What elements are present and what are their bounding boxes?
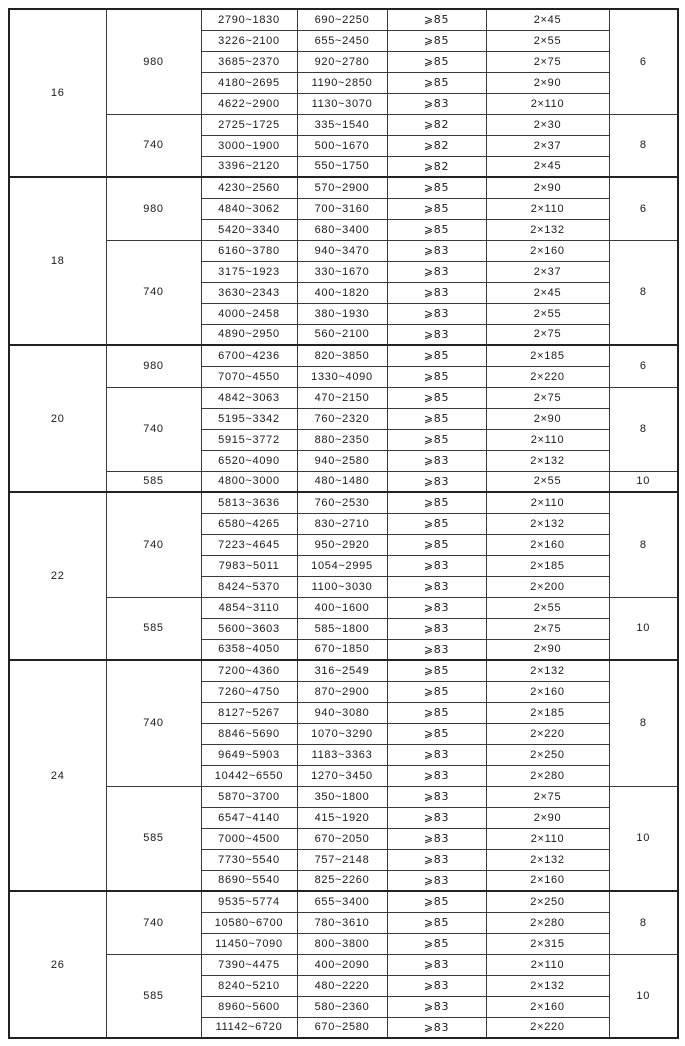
efficiency-cell: ⩾85	[387, 219, 486, 240]
range-b-cell: 1270~3450	[297, 765, 387, 786]
range-a-cell: 4230~2560	[201, 177, 297, 198]
range-a-cell: 5195~3342	[201, 408, 297, 429]
poles-cell: 8	[609, 492, 678, 597]
efficiency-cell: ⩾83	[387, 555, 486, 576]
power-cell: 2×75	[486, 618, 609, 639]
power-cell: 2×200	[486, 576, 609, 597]
efficiency-cell: ⩾85	[387, 702, 486, 723]
poles-cell: 6	[609, 9, 678, 114]
range-a-cell: 5420~3340	[201, 219, 297, 240]
range-b-cell: 1054~2995	[297, 555, 387, 576]
efficiency-cell: ⩾83	[387, 996, 486, 1017]
power-cell: 2×132	[486, 450, 609, 471]
power-cell: 2×185	[486, 555, 609, 576]
speed-cell: 585	[106, 954, 201, 1038]
efficiency-cell: ⩾83	[387, 261, 486, 282]
power-cell: 2×75	[486, 387, 609, 408]
table-row	[9, 345, 678, 366]
power-cell: 2×45	[486, 9, 609, 30]
efficiency-cell: ⩾83	[387, 450, 486, 471]
range-b-cell: 690~2250	[297, 9, 387, 30]
power-cell: 2×132	[486, 975, 609, 996]
range-a-cell: 8240~5210	[201, 975, 297, 996]
range-b-cell: 500~1670	[297, 135, 387, 156]
range-a-cell: 9649~5903	[201, 744, 297, 765]
size-cell: 22	[9, 492, 106, 660]
range-b-cell: 825~2260	[297, 870, 387, 891]
speed-cell: 585	[106, 597, 201, 660]
efficiency-cell: ⩾85	[387, 723, 486, 744]
efficiency-cell: ⩾82	[387, 114, 486, 135]
range-b-cell: 1100~3030	[297, 576, 387, 597]
power-cell: 2×110	[486, 954, 609, 975]
range-b-cell: 1130~3070	[297, 93, 387, 114]
range-b-cell: 480~1480	[297, 471, 387, 492]
range-a-cell: 4622~2900	[201, 93, 297, 114]
range-a-cell: 10580~6700	[201, 912, 297, 933]
size-cell: 24	[9, 660, 106, 891]
efficiency-cell: ⩾83	[387, 975, 486, 996]
range-b-cell: 380~1930	[297, 303, 387, 324]
speed-cell: 980	[106, 177, 201, 240]
range-a-cell: 10442~6550	[201, 765, 297, 786]
power-cell: 2×250	[486, 891, 609, 912]
range-a-cell: 7223~4645	[201, 534, 297, 555]
table-row	[9, 954, 678, 975]
range-b-cell: 940~2580	[297, 450, 387, 471]
power-cell: 2×30	[486, 114, 609, 135]
speed-cell: 740	[106, 891, 201, 954]
power-cell: 2×220	[486, 366, 609, 387]
efficiency-cell: ⩾85	[387, 177, 486, 198]
range-a-cell: 7260~4750	[201, 681, 297, 702]
efficiency-cell: ⩾85	[387, 933, 486, 954]
table-row	[9, 177, 678, 198]
poles-cell: 8	[609, 240, 678, 345]
poles-cell: 8	[609, 891, 678, 954]
range-a-cell: 4842~3063	[201, 387, 297, 408]
efficiency-cell: ⩾85	[387, 198, 486, 219]
efficiency-cell: ⩾83	[387, 1017, 486, 1038]
power-cell: 2×90	[486, 639, 609, 660]
range-a-cell: 5813~3636	[201, 492, 297, 513]
efficiency-cell: ⩾83	[387, 849, 486, 870]
range-b-cell: 480~2220	[297, 975, 387, 996]
efficiency-cell: ⩾83	[387, 282, 486, 303]
poles-cell: 10	[609, 471, 678, 492]
power-cell: 2×75	[486, 51, 609, 72]
range-b-cell: 415~1920	[297, 807, 387, 828]
range-a-cell: 7983~5011	[201, 555, 297, 576]
power-cell: 2×55	[486, 303, 609, 324]
range-a-cell: 7200~4360	[201, 660, 297, 681]
range-a-cell: 6700~4236	[201, 345, 297, 366]
range-a-cell: 4180~2695	[201, 72, 297, 93]
speed-cell: 980	[106, 345, 201, 387]
poles-cell: 8	[609, 114, 678, 177]
range-a-cell: 7070~4550	[201, 366, 297, 387]
range-b-cell: 400~1600	[297, 597, 387, 618]
range-a-cell: 7730~5540	[201, 849, 297, 870]
efficiency-cell: ⩾85	[387, 366, 486, 387]
power-cell: 2×110	[486, 828, 609, 849]
efficiency-cell: ⩾85	[387, 345, 486, 366]
range-b-cell: 760~2530	[297, 492, 387, 513]
range-a-cell: 11450~7090	[201, 933, 297, 954]
power-cell: 2×55	[486, 597, 609, 618]
range-b-cell: 585~1800	[297, 618, 387, 639]
speed-cell: 740	[106, 492, 201, 597]
size-cell: 18	[9, 177, 106, 345]
range-a-cell: 4000~2458	[201, 303, 297, 324]
spec-table	[8, 8, 679, 1039]
range-a-cell: 4840~3062	[201, 198, 297, 219]
poles-cell: 6	[609, 345, 678, 387]
power-cell: 2×280	[486, 765, 609, 786]
efficiency-cell: ⩾83	[387, 828, 486, 849]
range-b-cell: 830~2710	[297, 513, 387, 534]
power-cell: 2×90	[486, 807, 609, 828]
range-b-cell: 920~2780	[297, 51, 387, 72]
range-b-cell: 700~3160	[297, 198, 387, 219]
efficiency-cell: ⩾83	[387, 639, 486, 660]
range-b-cell: 670~1850	[297, 639, 387, 660]
range-b-cell: 550~1750	[297, 156, 387, 177]
efficiency-cell: ⩾83	[387, 303, 486, 324]
range-b-cell: 350~1800	[297, 786, 387, 807]
table-row	[9, 471, 678, 492]
efficiency-cell: ⩾82	[387, 156, 486, 177]
poles-cell: 6	[609, 177, 678, 240]
range-a-cell: 3396~2120	[201, 156, 297, 177]
range-a-cell: 2790~1830	[201, 9, 297, 30]
efficiency-cell: ⩾85	[387, 891, 486, 912]
power-cell: 2×110	[486, 93, 609, 114]
range-a-cell: 3630~2343	[201, 282, 297, 303]
efficiency-cell: ⩾85	[387, 513, 486, 534]
table-row	[9, 786, 678, 807]
power-cell: 2×250	[486, 744, 609, 765]
range-b-cell: 570~2900	[297, 177, 387, 198]
efficiency-cell: ⩾83	[387, 597, 486, 618]
power-cell: 2×160	[486, 870, 609, 891]
table-row	[9, 9, 678, 30]
range-a-cell: 6547~4140	[201, 807, 297, 828]
range-b-cell: 800~3800	[297, 933, 387, 954]
range-b-cell: 655~2450	[297, 30, 387, 51]
range-a-cell: 4800~3000	[201, 471, 297, 492]
efficiency-cell: ⩾83	[387, 807, 486, 828]
range-b-cell: 940~3470	[297, 240, 387, 261]
range-b-cell: 330~1670	[297, 261, 387, 282]
efficiency-cell: ⩾83	[387, 870, 486, 891]
table-row	[9, 240, 678, 261]
power-cell: 2×132	[486, 513, 609, 534]
range-b-cell: 1070~3290	[297, 723, 387, 744]
range-b-cell: 470~2150	[297, 387, 387, 408]
efficiency-cell: ⩾85	[387, 912, 486, 933]
power-cell: 2×185	[486, 702, 609, 723]
efficiency-cell: ⩾82	[387, 135, 486, 156]
efficiency-cell: ⩾85	[387, 72, 486, 93]
range-b-cell: 400~2090	[297, 954, 387, 975]
efficiency-cell: ⩾85	[387, 429, 486, 450]
table-row	[9, 660, 678, 681]
speed-cell: 980	[106, 9, 201, 114]
range-a-cell: 5870~3700	[201, 786, 297, 807]
efficiency-cell: ⩾83	[387, 576, 486, 597]
efficiency-cell: ⩾83	[387, 471, 486, 492]
power-cell: 2×132	[486, 849, 609, 870]
efficiency-cell: ⩾83	[387, 786, 486, 807]
range-a-cell: 3175~1923	[201, 261, 297, 282]
power-cell: 2×55	[486, 30, 609, 51]
range-b-cell: 580~2360	[297, 996, 387, 1017]
range-a-cell: 9535~5774	[201, 891, 297, 912]
efficiency-cell: ⩾83	[387, 765, 486, 786]
range-a-cell: 8424~5370	[201, 576, 297, 597]
efficiency-cell: ⩾83	[387, 93, 486, 114]
power-cell: 2×110	[486, 492, 609, 513]
power-cell: 2×315	[486, 933, 609, 954]
range-a-cell: 6160~3780	[201, 240, 297, 261]
range-a-cell: 8960~5600	[201, 996, 297, 1017]
power-cell: 2×90	[486, 408, 609, 429]
range-b-cell: 670~2050	[297, 828, 387, 849]
power-cell: 2×75	[486, 324, 609, 345]
speed-cell: 740	[106, 114, 201, 177]
range-a-cell: 5600~3603	[201, 618, 297, 639]
range-b-cell: 757~2148	[297, 849, 387, 870]
table-row	[9, 387, 678, 408]
power-cell: 2×132	[486, 219, 609, 240]
range-a-cell: 6520~4090	[201, 450, 297, 471]
efficiency-cell: ⩾83	[387, 324, 486, 345]
range-b-cell: 655~3400	[297, 891, 387, 912]
power-cell: 2×55	[486, 471, 609, 492]
power-cell: 2×37	[486, 135, 609, 156]
size-cell: 26	[9, 891, 106, 1038]
range-b-cell: 335~1540	[297, 114, 387, 135]
spec-table-body	[9, 9, 678, 1038]
poles-cell: 8	[609, 387, 678, 471]
speed-cell: 740	[106, 240, 201, 345]
range-b-cell: 560~2100	[297, 324, 387, 345]
range-a-cell: 8690~5540	[201, 870, 297, 891]
efficiency-cell: ⩾85	[387, 534, 486, 555]
power-cell: 2×160	[486, 534, 609, 555]
power-cell: 2×132	[486, 660, 609, 681]
poles-cell: 10	[609, 597, 678, 660]
size-cell: 16	[9, 9, 106, 177]
power-cell: 2×160	[486, 240, 609, 261]
range-a-cell: 4854~3110	[201, 597, 297, 618]
power-cell: 2×220	[486, 723, 609, 744]
power-cell: 2×110	[486, 429, 609, 450]
efficiency-cell: ⩾85	[387, 9, 486, 30]
range-a-cell: 3685~2370	[201, 51, 297, 72]
poles-cell: 10	[609, 786, 678, 891]
power-cell: 2×45	[486, 156, 609, 177]
size-cell: 20	[9, 345, 106, 492]
range-a-cell: 8127~5267	[201, 702, 297, 723]
range-a-cell: 6358~4050	[201, 639, 297, 660]
range-b-cell: 680~3400	[297, 219, 387, 240]
power-cell: 2×75	[486, 786, 609, 807]
range-b-cell: 1183~3363	[297, 744, 387, 765]
power-cell: 2×280	[486, 912, 609, 933]
range-a-cell: 6580~4265	[201, 513, 297, 534]
efficiency-cell: ⩾83	[387, 618, 486, 639]
range-b-cell: 780~3610	[297, 912, 387, 933]
range-b-cell: 316~2549	[297, 660, 387, 681]
range-b-cell: 940~3080	[297, 702, 387, 723]
power-cell: 2×45	[486, 282, 609, 303]
range-a-cell: 5915~3772	[201, 429, 297, 450]
efficiency-cell: ⩾83	[387, 240, 486, 261]
efficiency-cell: ⩾85	[387, 30, 486, 51]
range-b-cell: 400~1820	[297, 282, 387, 303]
table-row	[9, 891, 678, 912]
range-a-cell: 7000~4500	[201, 828, 297, 849]
range-a-cell: 7390~4475	[201, 954, 297, 975]
range-b-cell: 870~2900	[297, 681, 387, 702]
efficiency-cell: ⩾83	[387, 744, 486, 765]
efficiency-cell: ⩾85	[387, 387, 486, 408]
range-b-cell: 670~2580	[297, 1017, 387, 1038]
efficiency-cell: ⩾85	[387, 408, 486, 429]
range-a-cell: 2725~1725	[201, 114, 297, 135]
power-cell: 2×110	[486, 198, 609, 219]
efficiency-cell: ⩾85	[387, 492, 486, 513]
efficiency-cell: ⩾83	[387, 954, 486, 975]
range-a-cell: 11142~6720	[201, 1017, 297, 1038]
power-cell: 2×220	[486, 1017, 609, 1038]
range-b-cell: 950~2920	[297, 534, 387, 555]
table-row	[9, 597, 678, 618]
power-cell: 2×90	[486, 72, 609, 93]
power-cell: 2×185	[486, 345, 609, 366]
poles-cell: 10	[609, 954, 678, 1038]
efficiency-cell: ⩾85	[387, 660, 486, 681]
range-a-cell: 8846~5690	[201, 723, 297, 744]
range-b-cell: 820~3850	[297, 345, 387, 366]
poles-cell: 8	[609, 660, 678, 786]
table-row	[9, 114, 678, 135]
power-cell: 2×37	[486, 261, 609, 282]
power-cell: 2×160	[486, 681, 609, 702]
speed-cell: 740	[106, 387, 201, 471]
table-row	[9, 492, 678, 513]
power-cell: 2×90	[486, 177, 609, 198]
range-b-cell: 880~2350	[297, 429, 387, 450]
speed-cell: 740	[106, 660, 201, 786]
range-b-cell: 760~2320	[297, 408, 387, 429]
speed-cell: 585	[106, 786, 201, 891]
range-a-cell: 3226~2100	[201, 30, 297, 51]
power-cell: 2×160	[486, 996, 609, 1017]
range-a-cell: 3000~1900	[201, 135, 297, 156]
efficiency-cell: ⩾85	[387, 681, 486, 702]
speed-cell: 585	[106, 471, 201, 492]
range-a-cell: 4890~2950	[201, 324, 297, 345]
efficiency-cell: ⩾85	[387, 51, 486, 72]
range-b-cell: 1330~4090	[297, 366, 387, 387]
range-b-cell: 1190~2850	[297, 72, 387, 93]
